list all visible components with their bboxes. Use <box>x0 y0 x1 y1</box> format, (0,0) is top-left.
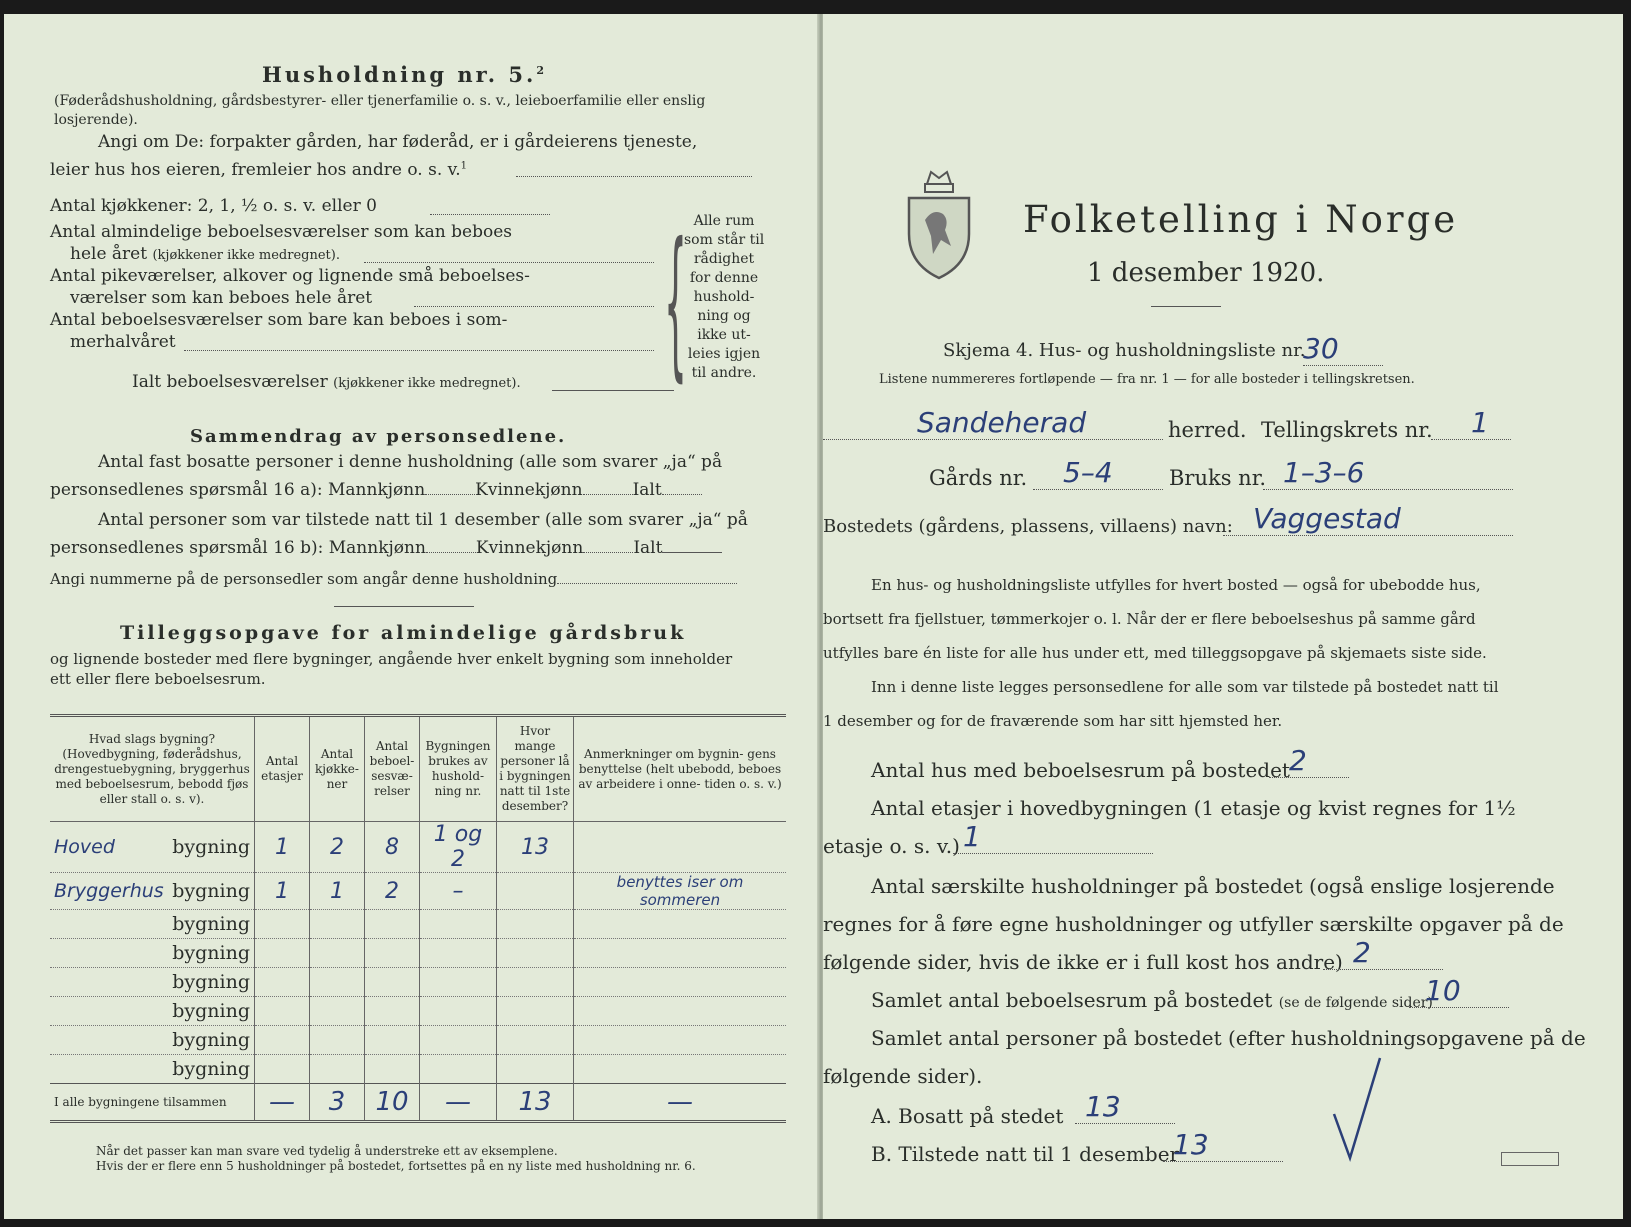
herred-label: herred. <box>1168 418 1247 442</box>
rooms-line-2: hele året (kjøkkener ikke medregnet). <box>70 244 340 264</box>
bruks-value[interactable]: 1–3–6 <box>1263 456 1513 490</box>
left-page <box>4 14 819 1219</box>
total-rooms-answer-line[interactable] <box>552 390 674 391</box>
cell-kitchens[interactable]: 1 <box>310 873 365 910</box>
cell-floors[interactable] <box>255 1026 310 1055</box>
cell-floors[interactable] <box>255 997 310 1026</box>
floors-line-2: etasje o. s. v.) <box>823 834 960 858</box>
cell-persons[interactable]: 13 <box>497 822 574 873</box>
cell-persons[interactable] <box>497 910 574 939</box>
tellingskrets-value[interactable]: 1 <box>1431 406 1511 440</box>
supplement-title: Tilleggsopgave for almindelige gårdsbruk <box>120 622 687 644</box>
cell-kitchens[interactable]: 2 <box>310 822 365 873</box>
kitchens-label: Antal kjøkkener: 2, 1, ½ o. s. v. eller 0 <box>50 196 377 216</box>
check-mark-icon <box>1328 1054 1388 1164</box>
summer-rooms-line-1: Antal beboelsesværelser som bare kan beboes i som- <box>50 310 508 330</box>
households-value[interactable]: 2 <box>1323 936 1443 970</box>
angi-line-1: Angi om De: forpakter gården, har føderåd, er i gårdeierens tjeneste, <box>98 132 698 152</box>
census-date: 1 desember 1920. <box>1087 258 1325 288</box>
total-floors[interactable]: — <box>255 1084 310 1122</box>
census-title: Folketelling i Norge <box>1023 198 1459 241</box>
schema-label: Skjema 4. Hus- og husholdningsliste nr. <box>943 340 1306 361</box>
cell-household-nr[interactable] <box>420 910 497 939</box>
cell-building-name[interactable] <box>50 1055 255 1084</box>
cell-remarks[interactable] <box>574 997 787 1026</box>
present-value[interactable]: 13 <box>1163 1128 1283 1162</box>
cell-rooms[interactable]: 8 <box>365 822 420 873</box>
summer-rooms-line-2: merhalvåret <box>70 332 176 352</box>
cell-remarks[interactable] <box>574 968 787 997</box>
table-row <box>50 910 786 939</box>
total-rooms-label: Ialt beboelsesværelser (kjøkkener ikke medregnet). <box>132 372 521 392</box>
cell-kitchens[interactable] <box>310 968 365 997</box>
building-label: bygning <box>172 880 250 902</box>
total-rooms[interactable]: 10 <box>365 1084 420 1122</box>
summer-rooms-answer-line[interactable] <box>184 350 654 351</box>
cell-rooms[interactable] <box>365 997 420 1026</box>
building-label: bygning <box>172 1029 250 1051</box>
header-floors: Antal etasjer <box>255 716 310 822</box>
angi-line-2: leier hus hos eieren, fremleier hos andre o. s. v.$^1$ <box>50 160 467 180</box>
table-row <box>50 1055 786 1084</box>
rooms-line-1: Antal almindelige beboelsesværelser som kan beboes <box>50 222 512 242</box>
cell-kitchens[interactable] <box>310 997 365 1026</box>
info-line-1: En hus- og husholdningsliste utfylles for hvert bosted — også for ubebodde hus, <box>871 576 1481 594</box>
floors-line-1: Antal etasjer i hovedbygningen (1 etasje og kvist regnes for 1½ <box>871 796 1516 820</box>
total-kitchens[interactable]: 3 <box>310 1084 365 1122</box>
building-table <box>50 714 786 1123</box>
cell-floors[interactable] <box>255 939 310 968</box>
households-line-2: regnes for å føre egne husholdninger og utfyller særskilte opgaver på de <box>823 912 1564 936</box>
header-household-nr: Bygningen brukes av hushold- ning nr. <box>420 716 497 822</box>
gards-label: Gårds nr. <box>929 466 1028 490</box>
total-rooms-value[interactable]: 10 <box>1409 974 1509 1008</box>
floors-value[interactable]: 1 <box>953 820 1153 854</box>
header-building-type: Hvad slags bygning? (Hovedbygning, føderådshus, drengestuebygning, bryggerhus med beboelsesrum, bebodd fjøs eller stall o. s. v). <box>50 716 255 822</box>
cell-kitchens[interactable] <box>310 1026 365 1055</box>
info-line-2: bortsett fra fjellstuer, tømmerkojer o. l. Når der er flere beboelseshus på samme gård <box>823 610 1476 628</box>
cell-household-nr[interactable] <box>420 939 497 968</box>
cell-remarks[interactable]: benyttes iser om sommeren <box>574 873 787 910</box>
numbers-line: Angi nummerne på de personsedler som angår denne husholdning <box>50 570 737 588</box>
cell-rooms[interactable] <box>365 910 420 939</box>
divider <box>334 606 474 607</box>
printer-stamp <box>1501 1152 1559 1166</box>
total-persons-line-2: følgende sider). <box>823 1064 983 1088</box>
building-label: bygning <box>172 971 250 993</box>
header-kitchens: Antal kjøkke- ner <box>310 716 365 822</box>
present-label: B. Tilstede natt til 1 desember <box>871 1142 1180 1166</box>
resident-value[interactable]: 13 <box>1075 1090 1175 1124</box>
cell-rooms[interactable] <box>365 1026 420 1055</box>
total-persons-line-1: Samlet antal personer på bostedet (efter husholdningsopgavene på de <box>871 1026 1586 1050</box>
total-label: I alle bygningene tilsammen <box>50 1084 255 1122</box>
total-remarks[interactable]: — <box>574 1084 787 1122</box>
building-name-value: Hoved <box>54 836 115 858</box>
cell-persons[interactable] <box>497 1055 574 1084</box>
schema-number[interactable]: 30 <box>1303 332 1383 366</box>
numbering-note: Listene nummereres fortløpende — fra nr. 1 — for alle bosteder i tellingskretsen. <box>879 372 1415 387</box>
summary-line-2: personsedlenes spørsmål 16 a): Mannkjønn Kvinnekjønn Ialt <box>50 480 702 500</box>
summary-line-4: personsedlenes spørsmål 16 b): Mannkjønn Kvinnekjønn Ialt <box>50 538 722 558</box>
cell-kitchens[interactable] <box>310 939 365 968</box>
cell-floors[interactable] <box>255 968 310 997</box>
brace: { <box>664 214 687 399</box>
building-label: bygning <box>172 836 250 858</box>
kitchens-answer-line[interactable] <box>430 214 550 215</box>
cell-persons[interactable] <box>497 997 574 1026</box>
footnote-2: Hvis der er flere enn 5 husholdninger på bostedet, fortsettes på en ny liste med husholdning nr. 6. <box>96 1159 696 1173</box>
gards-value[interactable]: 5–4 <box>1033 456 1163 490</box>
cell-floors[interactable]: 1 <box>255 873 310 910</box>
cell-household-nr[interactable] <box>420 1055 497 1084</box>
header-rooms: Antal beboel- sesvæ- relser <box>365 716 420 822</box>
cell-household-nr[interactable] <box>420 997 497 1026</box>
cell-persons[interactable] <box>497 1026 574 1055</box>
bruks-label: Bruks nr. <box>1169 466 1267 490</box>
table-row <box>50 968 786 997</box>
maid-rooms-line-1: Antal pikeværelser, alkover og lignende små beboelses- <box>50 266 530 286</box>
cell-household-nr[interactable] <box>420 1026 497 1055</box>
households-line-1: Antal særskilte husholdninger på bostedet (også enslige losjerende <box>871 874 1555 898</box>
cell-floors[interactable] <box>255 910 310 939</box>
table-row <box>50 997 786 1026</box>
herred-value[interactable]: Sandeherad <box>823 406 1163 440</box>
cell-building-name[interactable] <box>50 968 255 997</box>
tellingskrets-label: Tellingskrets nr. <box>1261 418 1433 442</box>
cell-rooms[interactable] <box>365 939 420 968</box>
angi-answer-line[interactable] <box>516 176 752 177</box>
maid-rooms-answer-line[interactable] <box>414 306 654 307</box>
households-line-3: følgende sider, hvis de ikke er i full kost hos andre) <box>823 950 1343 974</box>
supplement-line-1: og lignende bosteder med flere bygninger, angående hver enkelt bygning som inneholder <box>50 650 733 668</box>
table-row <box>50 939 786 968</box>
cell-building-name[interactable] <box>50 939 255 968</box>
summary-line-1: Antal fast bosatte personer i denne husholdning (alle som svarer „ja“ på <box>98 452 723 472</box>
cell-persons[interactable] <box>497 939 574 968</box>
cell-remarks[interactable] <box>574 939 787 968</box>
building-label: bygning <box>172 913 250 935</box>
building-label: bygning <box>172 942 250 964</box>
cell-remarks[interactable] <box>574 1055 787 1084</box>
rooms-answer-line[interactable] <box>364 262 654 263</box>
info-line-3: utfylles bare én liste for alle hus under ett, med tilleggsopgave på skjemaets siste side. <box>823 644 1487 662</box>
houses-value[interactable]: 2 <box>1269 744 1349 778</box>
cell-rooms[interactable] <box>365 968 420 997</box>
intro-note: (Føderådshusholdning, gårdsbestyrer- eller tjenerfamilie o. s. v., leieboerfamilie eller enslig losjerende). <box>54 93 706 128</box>
summary-line-3: Antal personer som var tilstede natt til 1 desember (alle som svarer „ja“ på <box>98 510 748 530</box>
supplement-line-2: ett eller flere beboelsesrum. <box>50 670 266 688</box>
right-page <box>823 14 1623 1219</box>
cell-building-name[interactable] <box>50 910 255 939</box>
cell-floors[interactable]: 1 <box>255 822 310 873</box>
cell-household-nr[interactable]: – <box>420 873 497 910</box>
cell-kitchens[interactable] <box>310 910 365 939</box>
resident-label: A. Bosatt på stedet <box>871 1104 1064 1128</box>
cell-building-name[interactable] <box>50 873 255 910</box>
total-persons[interactable]: 13 <box>497 1084 574 1122</box>
cell-building-name[interactable] <box>50 822 255 873</box>
houses-label: Antal hus med beboelsesrum på bostedet <box>871 758 1290 782</box>
household-heading: Husholdning nr. 5.$^2$ <box>262 62 547 87</box>
cell-rooms[interactable]: 2 <box>365 873 420 910</box>
building-name-value: Bryggerhus <box>54 880 164 902</box>
cell-building-name[interactable] <box>50 1026 255 1055</box>
cell-building-name[interactable] <box>50 997 255 1026</box>
maid-rooms-line-2: værelser som kan beboes hele året <box>70 288 373 308</box>
title-divider <box>1151 306 1221 307</box>
bosted-label: Bostedets (gårdens, plassens, villaens) navn: <box>823 516 1233 537</box>
footnote-1: Når det passer kan man svare ved tydelig å understreke ett av eksemplene. <box>96 1144 558 1158</box>
side-note: Alle rum som står til rådighet for denne hushold- ning og ikke ut- leies igjen til andre. <box>684 213 765 381</box>
cell-household-nr[interactable]: 1 og 2 <box>420 822 497 873</box>
cell-remarks[interactable] <box>574 910 787 939</box>
header-remarks: Anmerkninger om bygnin- gens benyttelse (helt ubebodd, beboes av arbeidere i onne- tiden o. s. v.) <box>574 716 787 822</box>
header-persons: Hvor mange personer lå i bygningen natt til 1ste desember? <box>497 716 574 822</box>
cell-floors[interactable] <box>255 1055 310 1084</box>
table-total-row <box>50 1084 786 1122</box>
cell-persons[interactable] <box>497 968 574 997</box>
cell-remarks[interactable] <box>574 822 787 873</box>
total-household[interactable]: — <box>420 1084 497 1122</box>
building-label: bygning <box>172 1058 250 1080</box>
cell-kitchens[interactable] <box>310 1055 365 1084</box>
cell-household-nr[interactable] <box>420 968 497 997</box>
info-line-4: Inn i denne liste legges personsedlene for alle som var tilstede på bostedet natt til <box>871 678 1499 696</box>
summary-title: Sammendrag av personsedlene. <box>190 426 567 447</box>
table-row <box>50 873 786 910</box>
table-row <box>50 822 786 873</box>
info-line-5: 1 desember og for de fraværende som har sitt hjemsted her. <box>823 712 1283 730</box>
cell-rooms[interactable] <box>365 1055 420 1084</box>
bosted-value[interactable]: Vaggestad <box>1223 502 1513 536</box>
table-row <box>50 1026 786 1055</box>
coat-of-arms-icon <box>903 164 975 284</box>
total-rooms-line: Samlet antal beboelsesrum på bostedet (se de følgende sider) <box>871 988 1433 1012</box>
building-label: bygning <box>172 1000 250 1022</box>
cell-persons[interactable] <box>497 873 574 910</box>
cell-remarks[interactable] <box>574 1026 787 1055</box>
